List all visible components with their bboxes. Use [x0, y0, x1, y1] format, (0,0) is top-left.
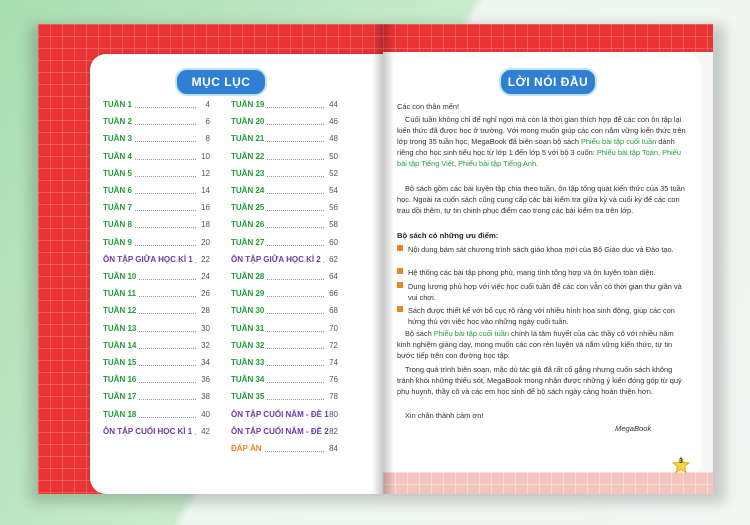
toc-page-number: 40 — [201, 409, 210, 419]
toc-label: TUẦN 18 — [103, 408, 138, 422]
toc-row — [103, 201, 210, 215]
toc-page-number: 4 — [205, 100, 210, 109]
preface-p3-text-a: Bộ sách — [405, 329, 432, 338]
preface-signature: MegaBook — [615, 424, 652, 433]
toc-label: ÔN TẬP CUỐI NĂM - ĐỀ 2 — [231, 425, 331, 439]
advantage-item — [408, 267, 688, 278]
bullet-square-icon — [397, 245, 403, 251]
toc-label: TUẦN 25 — [231, 201, 266, 215]
toc-row — [103, 287, 210, 301]
toc-label: TUẦN 27 — [231, 236, 266, 250]
toc-row — [231, 184, 338, 198]
preface-paragraph-2: Bộ sách gồm các bài luyện tập chia theo tuần, ôn tập tổng quát kiến thức của 35 tuần học. Ngoài ra cuốn sách cũng cung cấp các bài kiểm tra giữa kỳ và cuối kỳ để các con trau dồi thêm, tự tin chinh phục điểm cao trong các bài kiểm tra trên lớp. — [397, 184, 685, 215]
toc-label: TUẦN 15 — [103, 356, 138, 370]
toc-label: TUẦN 17 — [103, 390, 138, 404]
toc-row — [103, 270, 210, 284]
advantage-item — [408, 281, 688, 303]
toc-label: TUẦN 16 — [103, 373, 138, 387]
toc-page-number: 8 — [205, 134, 210, 144]
toc-page-number: 58 — [329, 220, 338, 230]
toc-row — [103, 339, 210, 353]
toc-page-number: 66 — [329, 289, 338, 299]
bullet-square-icon — [397, 268, 403, 274]
bullet-square-icon — [397, 282, 403, 288]
toc-label: ĐÁP ÁN — [231, 442, 264, 456]
preface-title: LỜI NÓI ĐẦU — [499, 68, 597, 96]
preface-greeting: Các con thân mến! — [397, 102, 460, 111]
preface-paragraph-3 — [397, 328, 687, 361]
toc-label: TUẦN 14 — [103, 339, 138, 353]
toc-label: TUẦN 26 — [231, 218, 266, 232]
toc-row — [231, 270, 338, 284]
preface-paragraph-1 — [397, 114, 687, 169]
toc-row — [231, 425, 338, 439]
preface-p1-book-link: Phiếu bài tập cuối tuần — [581, 137, 657, 146]
toc-page-number: 82 — [329, 426, 338, 436]
toc-label: TUẦN 8 — [103, 218, 134, 232]
toc-page-number: 14 — [201, 186, 210, 195]
toc-row — [103, 408, 210, 422]
preface-p3-book-link: Phiếu bài tập cuối tuần — [433, 329, 509, 338]
advantage-text: Dung lượng phù hợp với việc học cuối tuần để các con vẫn có thời gian thư giãn và vui chơi. — [408, 282, 682, 302]
toc-label: TUẦN 22 — [231, 150, 266, 164]
toc-page-number: 56 — [329, 203, 338, 213]
toc-page-number: 64 — [329, 272, 338, 281]
toc-label: TUẦN 29 — [231, 287, 266, 301]
toc-label: TUẦN 7 — [103, 201, 134, 215]
toc-row — [103, 236, 210, 250]
advantage-text: Hệ thống các bài tập phong phú, mang tính tổng hợp và ôn luyện toàn diện. — [408, 268, 656, 277]
toc-label: TUẦN 24 — [231, 184, 266, 198]
toc-row — [231, 442, 338, 456]
right-page-bottom-band — [383, 472, 713, 494]
toc-page-number: 12 — [201, 168, 210, 178]
toc-row — [231, 390, 338, 404]
preface-paragraph-4: Trong quá trình biên soạn, mặc dù tác giả đã rất cố gắng nhưng cuốn sách không tránh khỏi những thiếu sót, MegaBook mong nhận được những ý kiến đóng góp từ quý phụ huynh, thầy cô và các em học sinh để bộ sách ngày càng hoàn thiện hơn. — [397, 365, 682, 396]
toc-label: TUẦN 20 — [231, 115, 266, 129]
toc-row — [103, 218, 210, 232]
toc-row — [103, 373, 210, 387]
advantages-title: Bộ sách có những ưu điểm: — [397, 231, 499, 240]
toc-page-number: 20 — [201, 237, 210, 247]
preface-p1-text-a: Cuối tuần không chỉ để nghỉ ngơi mà còn là thời gian thích hợp để các con ôn tập lại kiến thức đã được học ở trường. Với mong muốn giúp các con nắm vững kiến thức trên lớp trong 35 tuần học, MegaBook đã biên soạn bộ sách — [397, 115, 686, 146]
page-number: 3 — [679, 458, 683, 465]
toc-row — [103, 425, 210, 439]
toc-row — [231, 150, 338, 164]
toc-label: TUẦN 3 — [103, 132, 134, 146]
toc-label: TUẦN 6 — [103, 184, 134, 198]
toc-page-number: 70 — [329, 323, 338, 333]
toc-label: TUẦN 12 — [103, 304, 138, 318]
toc-row — [103, 132, 210, 146]
toc-row — [103, 115, 210, 129]
preface-p1-text-b: dành riêng cho học sinh tiểu học từ lớp 1 đến lớp 5 với bộ 3 cuốn: — [397, 137, 675, 157]
toc-row — [231, 218, 338, 232]
toc-label: TUẦN 5 — [103, 167, 134, 181]
toc-label: ÔN TẬP CUỐI NĂM - ĐỀ 1 — [231, 408, 331, 422]
toc-row — [231, 201, 338, 215]
toc-row — [103, 390, 210, 404]
toc-label: TUẦN 23 — [231, 167, 266, 181]
toc-row — [103, 184, 210, 198]
toc-page-number: 38 — [201, 392, 210, 402]
toc-row — [231, 167, 338, 181]
toc-row — [103, 304, 210, 318]
toc-page-number: 30 — [201, 323, 210, 333]
toc-label: TUẦN 21 — [231, 132, 266, 146]
toc-page-number: 50 — [329, 151, 338, 161]
toc-title: MỤC LỤC — [175, 68, 267, 96]
toc-row — [231, 356, 338, 370]
toc-page-number: 34 — [201, 358, 210, 367]
toc-row — [103, 167, 210, 181]
toc-page-number: 52 — [329, 168, 338, 178]
toc-label: TUẦN 11 — [103, 287, 138, 301]
toc-label: TUẦN 35 — [231, 390, 266, 404]
toc-label: TUẦN 19 — [231, 98, 266, 112]
toc-page-number: 44 — [329, 100, 338, 109]
toc-label: ÔN TẬP GIỮA HỌC KÌ 1 — [103, 253, 195, 267]
toc-label: TUẦN 1 — [103, 98, 134, 112]
toc-page-number: 42 — [201, 426, 210, 436]
toc-row — [103, 356, 210, 370]
toc-row — [231, 322, 338, 336]
toc-page-number: 54 — [329, 186, 338, 195]
toc-row — [231, 287, 338, 301]
advantage-item — [408, 244, 688, 255]
toc-row — [231, 304, 338, 318]
toc-label: TUẦN 13 — [103, 322, 138, 336]
toc-page-number: 72 — [329, 340, 338, 350]
toc-row — [231, 236, 338, 250]
toc-page-number: 22 — [201, 254, 210, 264]
toc-page-number: 78 — [329, 392, 338, 402]
toc-row — [231, 132, 338, 146]
toc-label: TUẦN 33 — [231, 356, 266, 370]
toc-page-number: 60 — [329, 237, 338, 247]
toc-page-number: 6 — [205, 117, 210, 127]
preface-p3-text-b: chính là tâm huyết của các thầy cô với nhiều năm kinh nghiệm giảng dạy, mong muốn các con rèn luyện và nắm vững kiến thức, tự tin bước tiếp trên con đường học tập. — [397, 329, 674, 360]
toc-page-number: 76 — [329, 375, 338, 385]
toc-row — [103, 322, 210, 336]
advantage-text: Sách được thiết kế với bố cục rõ ràng với nhiều hình họa sinh động, giúp các con hứng thú với việc học vào những ngày cuối tuần. — [408, 306, 675, 326]
toc-label: TUẦN 9 — [103, 236, 134, 250]
toc-page-number: 28 — [201, 306, 210, 316]
toc-row — [103, 150, 210, 164]
right-page-top-band — [383, 24, 713, 52]
toc-page-number: 48 — [329, 134, 338, 144]
toc-label: ÔN TẬP GIỮA HỌC KÌ 2 — [231, 253, 323, 267]
toc-page-number: 62 — [329, 254, 338, 264]
toc-page-number: 32 — [201, 340, 210, 350]
toc-label: TUẦN 28 — [231, 270, 266, 284]
toc-page-number: 24 — [201, 272, 210, 281]
toc-row — [231, 339, 338, 353]
toc-page-number: 68 — [329, 306, 338, 316]
toc-row — [103, 253, 210, 267]
toc-row — [231, 98, 338, 112]
toc-label: TUẦN 34 — [231, 373, 266, 387]
toc-row — [103, 98, 210, 112]
toc-label: ÔN TẬP CUỐI HỌC KÌ 1 — [103, 425, 194, 439]
advantage-text: Nội dung bám sát chương trình sách giáo khoa mới của Bộ Giáo dục và Đào tạo. — [408, 245, 674, 254]
toc-page-number: 74 — [329, 358, 338, 367]
toc-label: TUẦN 31 — [231, 322, 266, 336]
toc-page-number: 26 — [201, 289, 210, 299]
toc-page-number: 84 — [329, 444, 338, 453]
toc-row — [231, 408, 338, 422]
bullet-square-icon — [397, 306, 403, 312]
toc-row — [231, 115, 338, 129]
toc-page-number: 10 — [201, 151, 210, 161]
toc-row — [231, 373, 338, 387]
toc-label: TUẦN 30 — [231, 304, 266, 318]
toc-label: TUẦN 10 — [103, 270, 138, 284]
toc-label: TUẦN 4 — [103, 150, 134, 164]
toc-label: TUẦN 32 — [231, 339, 266, 353]
toc-page-number: 36 — [201, 375, 210, 385]
toc-row — [231, 253, 338, 267]
advantage-item — [408, 305, 688, 327]
toc-page-number: 18 — [201, 220, 210, 230]
book-gutter — [372, 24, 394, 494]
toc-page-number: 46 — [329, 117, 338, 127]
toc-label: TUẦN 2 — [103, 115, 134, 129]
toc-page-number: 80 — [329, 409, 338, 419]
toc-page-number: 16 — [201, 203, 210, 213]
preface-thanks: Xin chân thành cảm ơn! — [405, 411, 484, 420]
preface-p1-books: Phiếu bài tập Toán, Phiếu bài tập Tiếng Việt, Phiếu bài tập Tiếng Anh. — [397, 148, 681, 168]
